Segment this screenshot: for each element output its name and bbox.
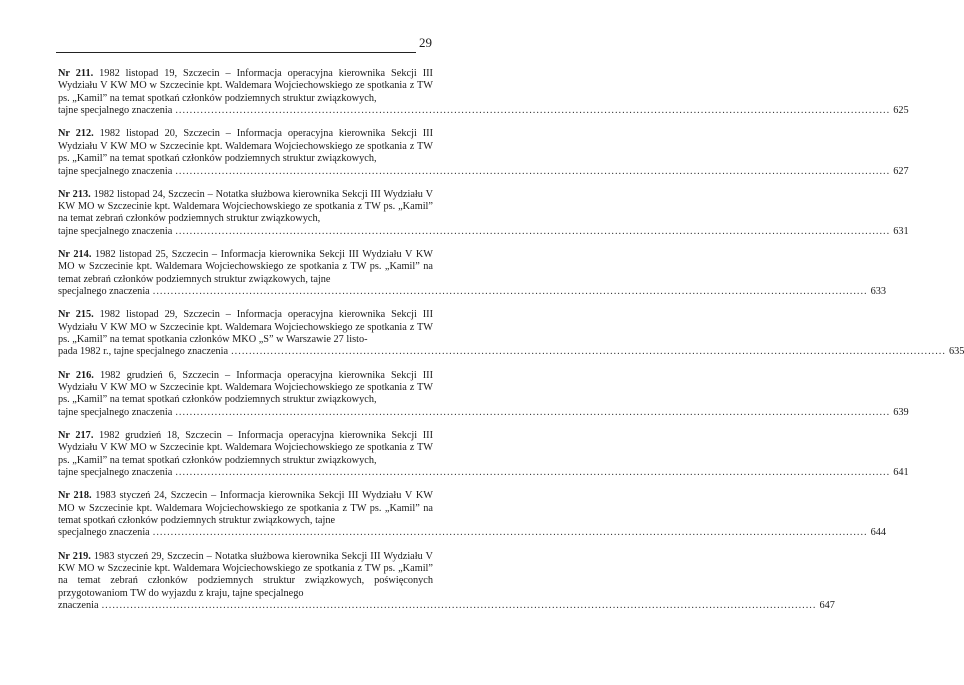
toc-entry-page: 631 [893,225,909,237]
toc-entry-number: Nr 217. [58,429,94,441]
toc-entry-number: Nr 214. [58,248,92,260]
toc-entry-page: 639 [893,406,909,418]
toc-entry-last-line [58,286,887,298]
table-of-contents [58,68,964,623]
toc-entry-tail: tajne specjalnego znaczenia [58,406,173,418]
toc-entry-last-line [58,165,909,178]
toc-entry-page: 625 [893,105,909,117]
dot-leader: ........................................................................................................................................................................................................ [175,105,891,117]
toc-entry-body [58,249,433,286]
toc-entry [58,550,835,613]
toc-entry-page: 647 [819,600,835,612]
toc-entry-tail: specjalnego znaczenia [58,286,150,298]
toc-entry-page: 644 [870,527,887,539]
dot-leader: ........................................................................................................................................................................................................ [175,406,891,418]
toc-entry [58,309,964,359]
toc-entry-body [58,370,433,407]
toc-entry-number: Nr 212. [58,128,94,140]
toc-entry-page: 627 [893,165,909,177]
toc-entry-body [58,309,433,346]
toc-entry-body [58,128,433,165]
toc-entry-number: Nr 219. [58,550,91,562]
toc-entry-tail: tajne specjalnego znaczenia [58,467,173,479]
toc-entry-text: 1983 styczeń 24, Szczecin – Informacja kierownika Sekcji III Wydziału V KW MO w Szczecinie kpt. Waldemara Wojciechowskiego ze spotkania z TW ps. „Kamil” na temat spotkań członków podziemnych struktur związkowych, tajne [58,490,433,526]
toc-entry-last-line [58,105,909,117]
toc-entry-body [58,430,433,467]
toc-entry-body [58,189,433,226]
toc-entry-tail: tajne specjalnego znaczenia [58,165,173,177]
toc-entry [58,128,909,178]
toc-entry-text: 1982 listopad 29, Szczecin – Informacja operacyjna kierownika Sekcji III Wydziału V KW MO w Szczecinie kpt. Waldemara Wojciechowskiego ze spotkania z TW ps. „Kamil” na temat spotkania członków MKO „S” w Warszawie 27 listo- [58,309,433,346]
toc-entry-tail: specjalnego znaczenia [58,527,150,539]
dot-leader: ........................................................................................................................................................................................................ [175,467,891,479]
toc-entry-last-line [58,600,835,612]
toc-entry-page: 635 [948,346,964,358]
toc-entry-last-line [58,346,964,358]
toc-entry [58,248,887,299]
toc-entry-last-line [58,527,887,539]
dot-leader: ........................................................................................................................................................................................................ [175,165,891,177]
toc-entry [58,490,887,540]
toc-entry-text: 1982 listopad 25, Szczecin – Informacja kierownika Sekcji III Wydziału V KW MO w Szczecinie kpt. Waldemara Wojciechowskiego ze spotkania z TW ps. „Kamil” na temat zebrań członków podziemnych struktur związkowych, tajne [58,248,434,285]
toc-entry-number: Nr 213. [58,188,91,200]
toc-entry-body [58,68,433,105]
toc-entry-text: 1982 listopad 20, Szczecin – Informacja operacyjna kierownika Sekcji III Wydziału V KW MO w Szczecinie kpt. Waldemara Wojciechowskiego ze spotkania z TW ps. „Kamil” na temat spotkań członków podziemnych struktur związkowych, [58,128,433,165]
toc-entry [58,429,909,480]
dot-leader: ........................................................................................................................................................................................................ [175,225,891,237]
toc-entry-tail: pada 1982 r., tajne specjalnego znaczenia [58,346,229,358]
toc-entry-page: 633 [870,286,887,298]
toc-entry-body [58,490,433,527]
toc-entry-number: Nr 215. [58,309,94,321]
toc-entry [58,68,909,118]
dot-leader: ........................................................................................................................................................................................................ [101,600,817,612]
toc-entry-text: 1982 grudzień 6, Szczecin – Informacja operacyjna kierownika Sekcji III Wydziału V KW MO w Szczecinie kpt. Waldemara Wojciechowskiego ze spotkania z TW ps. „Kamil” na temat spotkań członków podziemnych struktur związkowych, [58,369,434,406]
toc-entry-page: 641 [893,467,909,479]
toc-entry-text: 1982 grudzień 18, Szczecin – Informacja operacyjna kierownika Sekcji III Wydziału V KW MO w Szczecinie kpt. Waldemara Wojciechowskiego ze spotkania z TW ps. „Kamil” na temat spotkań członków podziemnych struktur związkowych, [58,429,434,466]
dot-leader: ........................................................................................................................................................................................................ [231,346,946,358]
toc-entry-number: Nr 216. [58,369,94,381]
dot-leader: ........................................................................................................................................................................................................ [152,286,868,298]
toc-entry-body [58,551,433,601]
toc-entry-text: 1983 styczeń 29, Szczecin – Notatka służbowa kierownika Sekcji III Wydziału V KW MO w Szczecinie kpt. Waldemara Wojciechowskiego ze spotkania z TW ps. „Kamil” na temat zebrań członków podziemnych struktur związkowych, poświęconych przygotowaniom TW do wyjazdu z kraju, tajne specjalnego [58,550,433,599]
toc-entry-number: Nr 218. [58,490,92,502]
toc-entry-text: 1982 listopad 19, Szczecin – Informacja operacyjna kierownika Sekcji III Wydziału V KW MO w Szczecinie kpt. Waldemara Wojciechowskiego ze spotkania z TW ps. „Kamil” na temat spotkań członków podziemnych struktur związkowych, [58,68,433,104]
toc-entry-tail: znaczenia [58,600,99,612]
toc-entry-tail: tajne specjalnego znaczenia [58,105,173,117]
dot-leader: ........................................................................................................................................................................................................ [152,527,868,539]
toc-entry-last-line [58,225,909,238]
page-number: 29 [419,35,432,50]
toc-entry-last-line [58,406,909,419]
toc-entry-text: 1982 listopad 24, Szczecin – Notatka służbowa kierownika Sekcji III Wydziału V KW MO w Szczecinie kpt. Waldemara Wojciechowskiego ze spotkania z TW ps. „Kamil” na temat zebrań członków podziemnych struktur związkowych, [58,188,434,225]
header-rule [56,52,416,53]
toc-entry [58,188,909,239]
toc-entry-last-line [58,467,909,479]
toc-entry [58,369,909,420]
toc-entry-number: Nr 211. [58,68,94,79]
toc-entry-tail: tajne specjalnego znaczenia [58,225,173,237]
